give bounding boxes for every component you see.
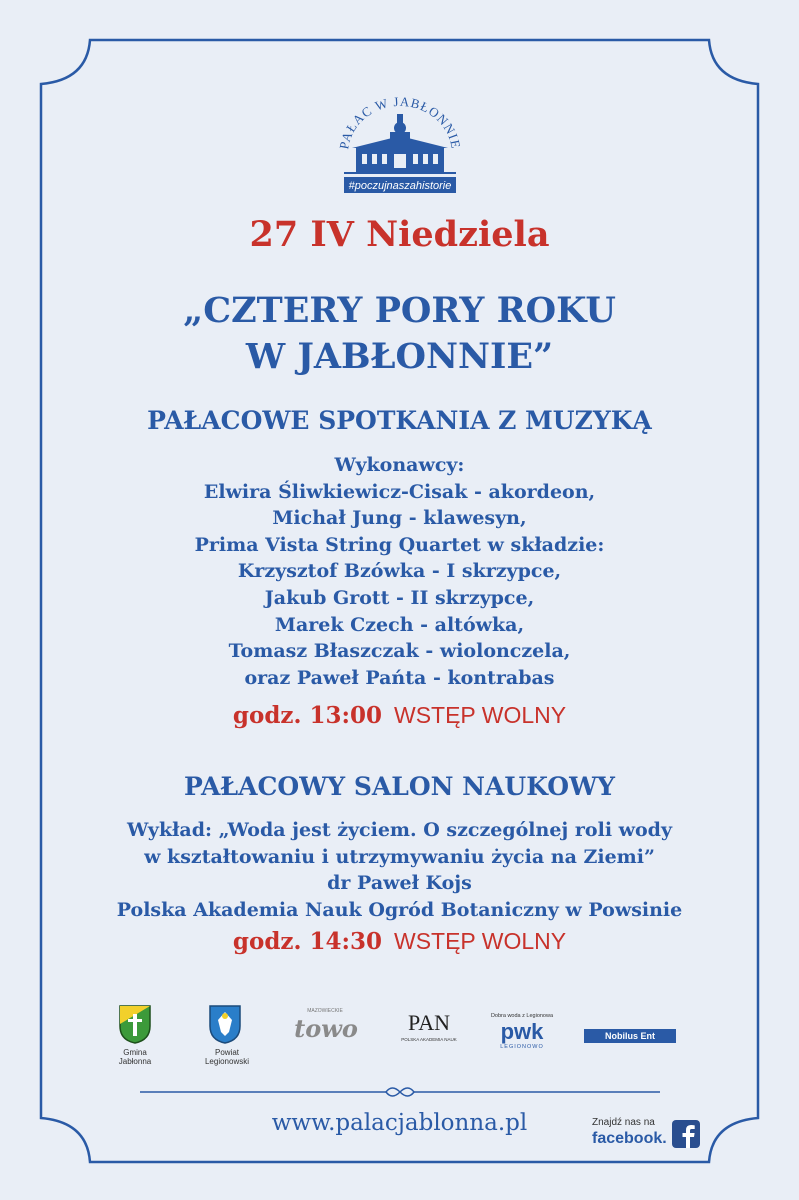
nobilus-logo: Nobilus Ent: [584, 1029, 676, 1043]
event-title-line-1: „CZTERY PORY ROKU: [183, 290, 616, 331]
section-2-heading: PAŁACOWY SALON NAUKOWY: [184, 772, 615, 801]
facebook-tagline: Znajdź nas na: [592, 1117, 655, 1128]
powiat-label: Powiat Legionowski: [204, 1048, 250, 1066]
section-1-line: Prima Vista String Quartet w składzie:: [194, 533, 605, 556]
facebook-icon: [672, 1120, 700, 1148]
pan-tagline: POLSKA AKADEMIA NAUK: [401, 1037, 457, 1042]
palace-logo: [330, 92, 470, 196]
section-1-hour: godz. 13:00: [232, 702, 382, 729]
towo-tagline: MAZOWIECKIE: [307, 1008, 343, 1014]
event-title: [40, 288, 759, 380]
section-1-line: Elwira Śliwkiewicz-Cisak - akordeon,: [203, 480, 596, 503]
gmina-label: Gmina Jabłonna: [118, 1048, 152, 1066]
section-1-line: Jakub Grott - II skrzypce,: [264, 586, 535, 609]
ornament-divider: [140, 1082, 660, 1102]
section-1-line: Tomasz Błaszczak - wiolonczela,: [228, 640, 571, 663]
facebook-brand: facebook.: [592, 1130, 667, 1147]
section-1-time: [40, 702, 759, 729]
pwk-logo: pwk: [500, 1019, 544, 1044]
poster-content: [40, 0, 759, 1200]
website-link[interactable]: www.palacjablonna.pl: [271, 1110, 528, 1136]
event-title-line-2: W JABŁONNIE”: [245, 336, 554, 377]
section-2-lines: [40, 817, 759, 923]
section-2-entry: WSTĘP WOLNY: [393, 928, 567, 954]
section-1-line: Wykonawcy:: [334, 454, 465, 476]
section-1-line: Michał Jung - klawesyn,: [272, 507, 527, 530]
section-2-line: w kształtowaniu i utrzymywaniu życia na Ziemi”: [144, 845, 655, 868]
section-2-time: [40, 928, 759, 955]
powiat-crest-icon: [208, 1004, 242, 1044]
section-1-lines: [40, 452, 759, 691]
section-2-line: Wykład: „Woda jest życiem. O szczególnej roli wody: [126, 819, 673, 841]
section-1-heading: PAŁACOWE SPOTKANIA Z MUZYKĄ: [147, 406, 652, 435]
section-2-hour: godz. 14:30: [232, 928, 382, 955]
section-1-entry: WSTĘP WOLNY: [393, 702, 567, 728]
section-1-line: Marek Czech - altówka,: [274, 613, 525, 636]
pwk-subtitle: LEGIONOWO: [500, 1044, 544, 1050]
section-2-line: dr Paweł Kojs: [327, 872, 472, 895]
section-1-line: oraz Paweł Pańta - kontrabas: [244, 666, 555, 689]
logo-arc-text: PAŁAC W JABŁONNIE: [336, 93, 464, 151]
gmina-crest-icon: [118, 1004, 152, 1044]
sponsor-logos: [40, 1000, 759, 1075]
section-2-line: Polska Akademia Nauk Ogród Botaniczny w Powsinie: [116, 898, 683, 921]
facebook-badge[interactable]: [592, 1117, 712, 1151]
event-date: 27 IV Niedziela: [249, 214, 550, 255]
logo-hashtag: #poczujnaszahistorie: [348, 180, 452, 192]
section-1-line: Krzysztof Bzówka - I skrzypce,: [237, 560, 562, 583]
towo-logo: towo: [294, 1014, 358, 1043]
pwk-tagline: Dobra woda z Legionowa: [490, 1013, 554, 1019]
pan-logo: PAN: [408, 1010, 450, 1035]
